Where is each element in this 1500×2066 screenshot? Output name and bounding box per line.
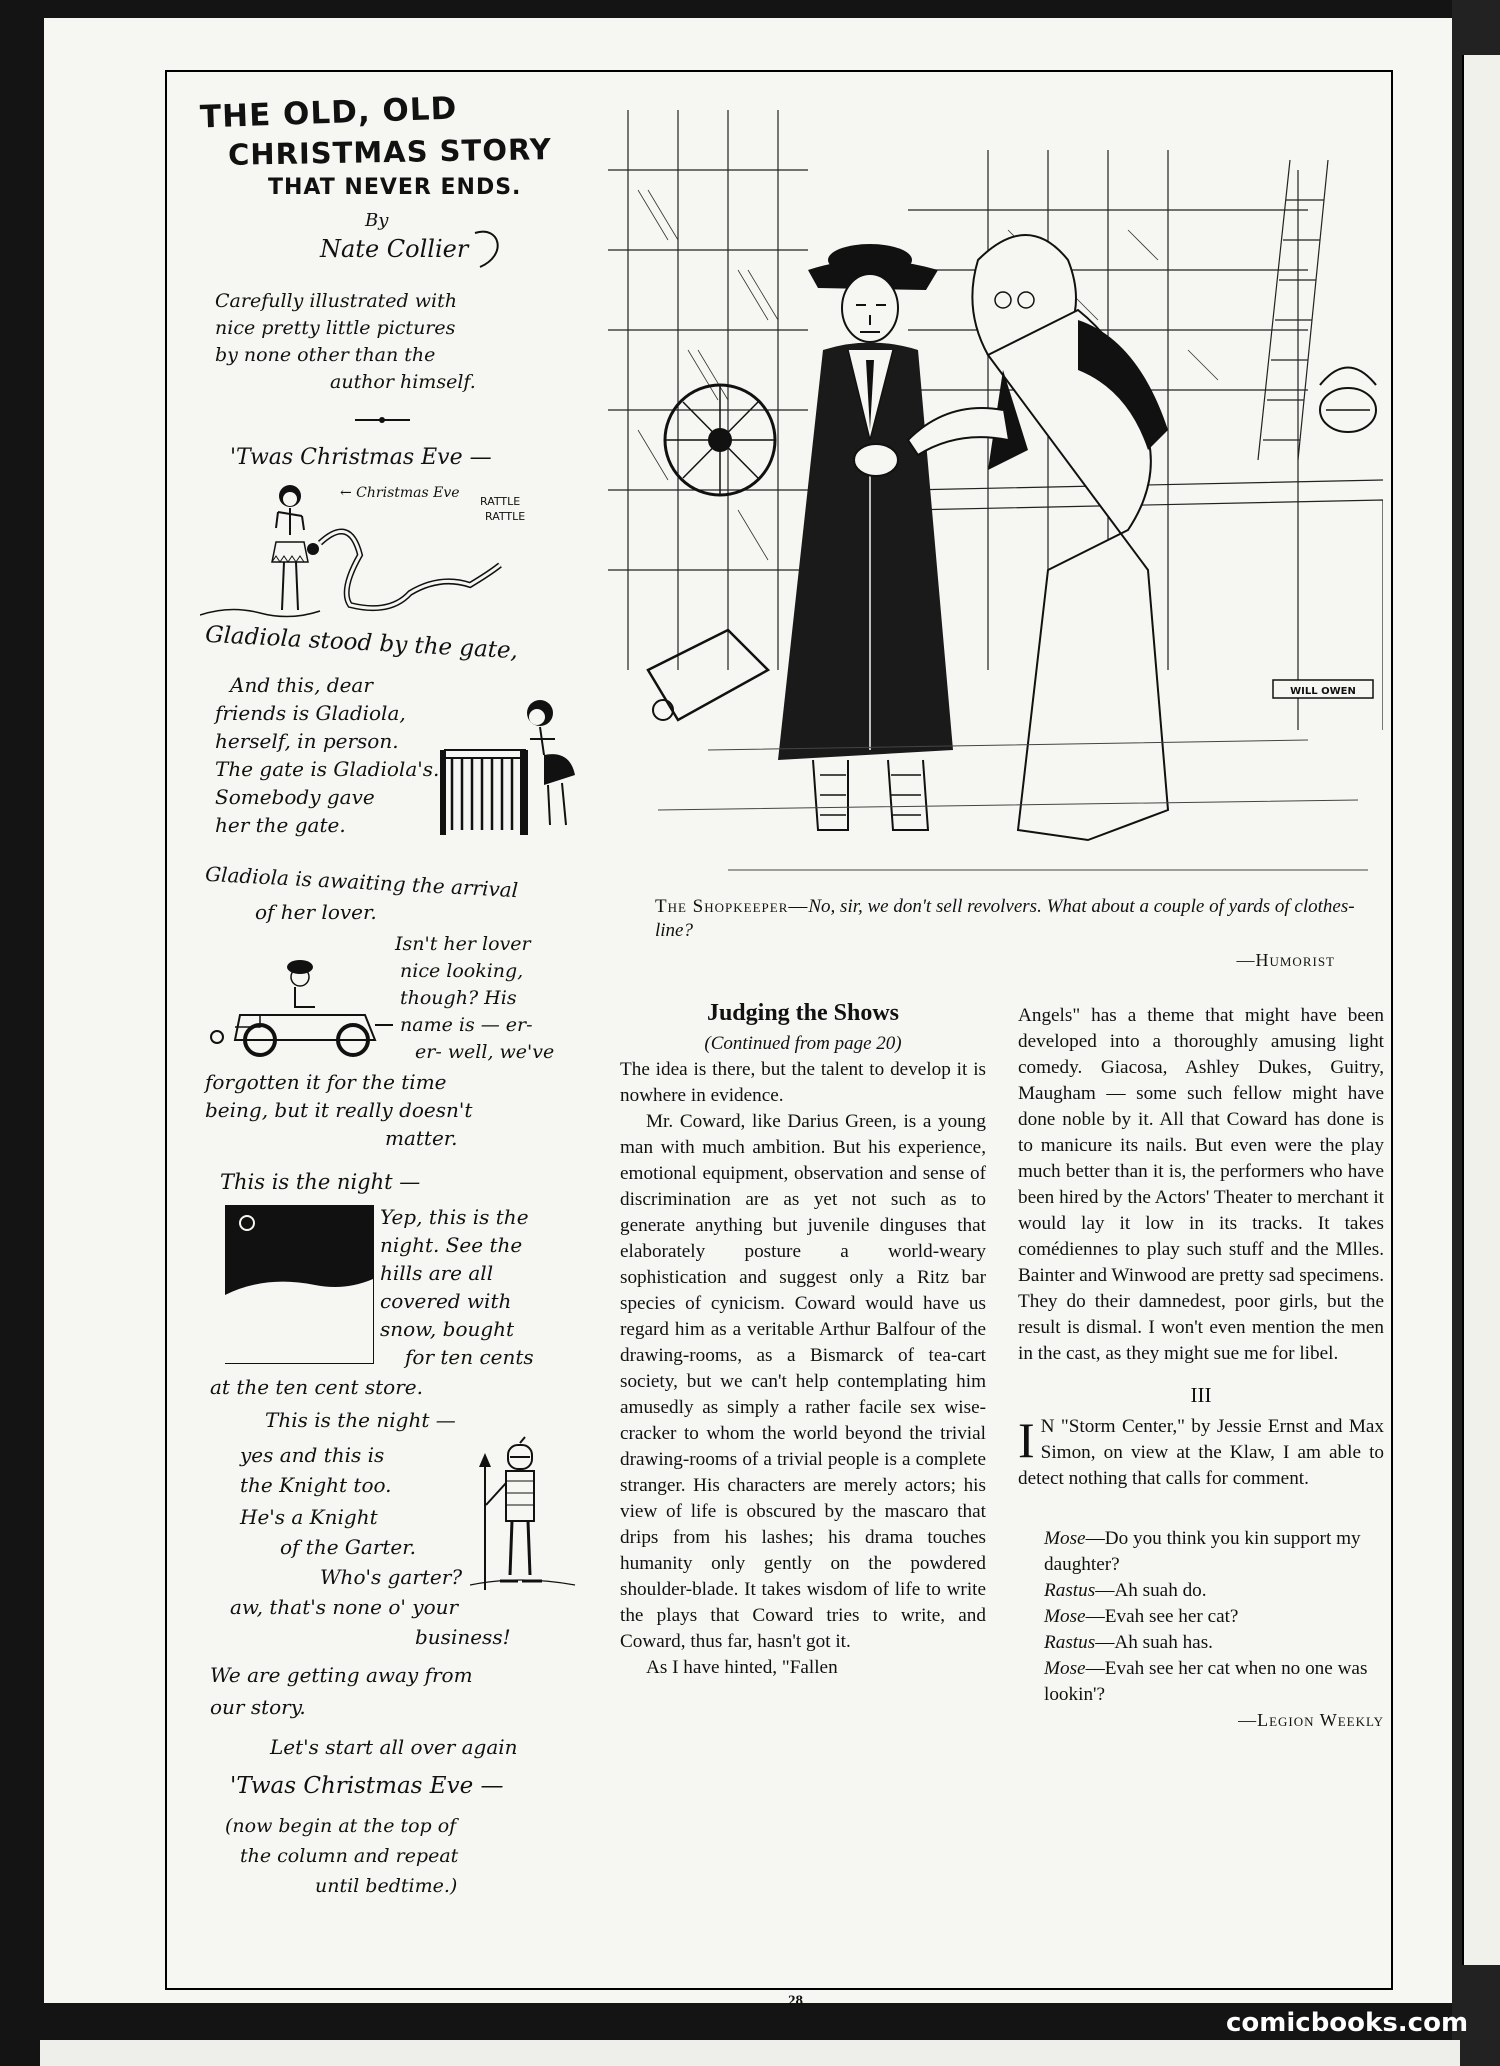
knight-drawing [470,1435,580,1595]
humorist-credit: —Humorist [1236,950,1335,970]
drop-cap: I [1018,1412,1035,1468]
strip-title-line-2: CHRISTMAS STORY [227,132,552,172]
strip-yep-4: covered with [380,1289,512,1313]
joke-speaker: Mose [1044,1606,1086,1627]
joke-speaker: Rastus [1044,1580,1096,1601]
strip-lover-3: though? His [400,987,517,1009]
strip-now-3: until bedtime.) [315,1875,458,1897]
joke-line: —Ah suah has. [1095,1632,1213,1653]
joke-line: —Evah see her cat? [1085,1606,1239,1627]
strip-author-signature: Nate Collier [320,235,469,263]
rattle-label-1: RATTLE [480,495,521,508]
strip-knight-3: He's a Knight [240,1505,378,1529]
strip-await-1: Gladiola is awaiting the arrival [204,861,519,903]
joke-line: —Ah suah do. [1095,1580,1207,1601]
strip-lover-2: nice looking, [400,960,524,982]
strip-start-over: Let's start all over again [270,1735,518,1759]
strip-this-is-the-night-1: This is the night — [220,1170,421,1194]
joke-line: —Do you think you kin support my daughter? [1044,1528,1361,1575]
joke-speaker: Mose [1044,1658,1086,1679]
shopkeeper-cartoon [608,110,1383,880]
strip-knight-6: aw, that's none o' your [230,1595,459,1619]
signature-flourish [470,225,510,275]
strip-and-1: And this, dear [230,673,373,697]
strip-title-line-3: THAT NEVER ENDS. [268,175,522,200]
strip-gate-1: The gate is Gladiola's. [215,757,440,781]
site-watermark: comicbooks.com [1226,2008,1469,2038]
strip-subtitle-4: author himself. [330,371,476,393]
strip-gate-2: Somebody gave [215,785,375,809]
article-paragraph-4: Angels" has a theme that might have been developed into a thoroughly amusing light comedy. Giacosa, Ashley Dukes, Guitry, Maugham — some such fellow might have done noble by it. All that Coward has done is to manicure its nails. But even were the play much better than it is, the performers who have been hired by the Actors' Theater to merchant it would lay it low in its tracks. It takes comédiennes to play such stuff and the Mlles. Bainter and Winwood are pretty sad specimens. They do their damnedest, poor girls, but the result is dismal. I won't even mention the men in the cast, as they might sue me for libel. [1018,1005,1384,1364]
strip-yep-7: at the ten cent store. [210,1375,423,1399]
strip-this-is-the-night-2: This is the night — [265,1408,456,1432]
strip-subtitle-2: nice pretty little pictures [215,317,456,339]
legion-weekly-credit: —Legion Weekly [1238,1710,1384,1730]
cartoon-drawing [608,110,1383,880]
article-heading: Judging the Shows [706,1000,900,1026]
strip-twas-christmas-eve: 'Twas Christmas Eve — [230,445,492,470]
caption-speaker: The Shopkeeper— [655,896,809,917]
strip-lover-1: Isn't her lover [395,933,531,955]
strip-forgot-3: matter. [385,1126,458,1150]
strip-forgot-2: being, but it really doesn't [205,1098,473,1122]
strip-await-2: of her lover. [255,900,377,924]
christmas-eve-label: ← Christmas Eve [340,485,460,501]
legion-weekly-joke [1018,1526,1384,1731]
cartoon-caption [655,895,1375,943]
strip-by: By [365,210,389,231]
strip-away-2: our story. [210,1695,306,1719]
strip-knight-5: Who's garter? [320,1565,463,1589]
next-page-strip [40,2040,1460,2066]
separator-rule [355,415,410,425]
strip-knight-2: the Knight too. [240,1473,392,1497]
strip-yep-3: hills are all [380,1261,494,1285]
article-column-2 [1018,1003,1384,1731]
strip-lover-5: er- well, we've [415,1041,555,1063]
strip-and-2: friends is Gladiola, [215,701,406,725]
artist-signature: WILL OWEN [1290,686,1356,697]
article-paragraph-1: The idea is there, but the talent to develop it is nowhere in evidence. [620,1059,986,1106]
facing-page-edge [1452,0,1500,2066]
strip-title-line-1: THE OLD, OLD [199,90,458,136]
strip-and-3: herself, in person. [215,729,399,753]
article-column-1 [620,1000,986,1681]
strip-forgot-1: forgotten it for the time [205,1070,447,1094]
strip-knight-1: yes and this is [240,1443,385,1467]
joke-speaker: Mose [1044,1528,1086,1549]
gladiola-at-gate-drawing [440,695,590,845]
strip-subtitle-1: Carefully illustrated with [215,290,457,312]
strip-knight-7: business! [415,1625,511,1649]
joke-speaker: Rastus [1044,1632,1096,1653]
lover-car-drawing [205,945,395,1060]
continued-note: (Continued from page 20) [704,1033,902,1054]
section-number: III [1190,1383,1212,1407]
article-paragraph-3: As I have hinted, "Fallen [646,1657,838,1678]
rattle-label-2: RATTLE [485,510,526,523]
snake-drawing [200,515,520,625]
strip-gate-3: her the gate. [215,813,346,837]
page-number: 28 [788,1993,803,2009]
strip-yep-2: night. See the [380,1233,523,1257]
strip-twas-christmas-eve-2: 'Twas Christmas Eve — [230,1773,504,1799]
strip-yep-1: Yep, this is the [380,1205,529,1229]
strip-gladiola-gate: Gladiola stood by the gate, [204,621,519,665]
strip-now-1: (now begin at the top of [225,1815,457,1837]
strip-away-1: We are getting away from [210,1663,473,1687]
strip-knight-4: of the Garter. [280,1535,416,1559]
comic-strip-column [199,90,590,1975]
article-paragraph-2: Mr. Coward, like Darius Green, is a young man with much ambition. But his experience, emotional equipment, observation and sense of discrimination are as yet not such as to generate anything but juvenile dinguses that elaborately posture a world-weary sophistication and suggest only a Ritz bar species of cynicism. Coward would have us regard him as a veritable Arthur Balfour of the drawing-rooms, as a Bismarck of tea-cart society, but we can't help contemplating him amusedly as simply a rather facile sex wise-cracker to whom the world beyond the trivial drawing-rooms of a trivial people is a complete stranger. His characters are merely actors; his view of life is obscured by the mascaro that drips from his lashes; his drama touches humanity only gently on the powdered shoulder-blade. It takes wisdom of life to write the plays that Coward tries to write, and Coward, thus far, hasn't got it. [620,1111,986,1652]
strip-lover-4: name is — er- [400,1014,533,1036]
article-paragraph-5: N "Storm Center," by Jessie Ernst and Max Simon, on view at the Klaw, I am able to detect nothing that calls for comment. [1018,1416,1384,1489]
strip-yep-6: for ten cents [405,1345,534,1369]
joke-line: —Evah see her cat when no one was lookin'? [1044,1658,1368,1705]
night-hills-drawing [225,1205,375,1365]
facing-page-sliver [1462,55,1500,1965]
strip-yep-5: snow, bought [380,1317,515,1341]
caption-text: No, sir, we don't sell revolvers. What about a couple of yards of clothes-line? [655,896,1355,941]
strip-subtitle-3: by none other than the [215,344,436,366]
strip-now-2: the column and repeat [240,1845,459,1867]
